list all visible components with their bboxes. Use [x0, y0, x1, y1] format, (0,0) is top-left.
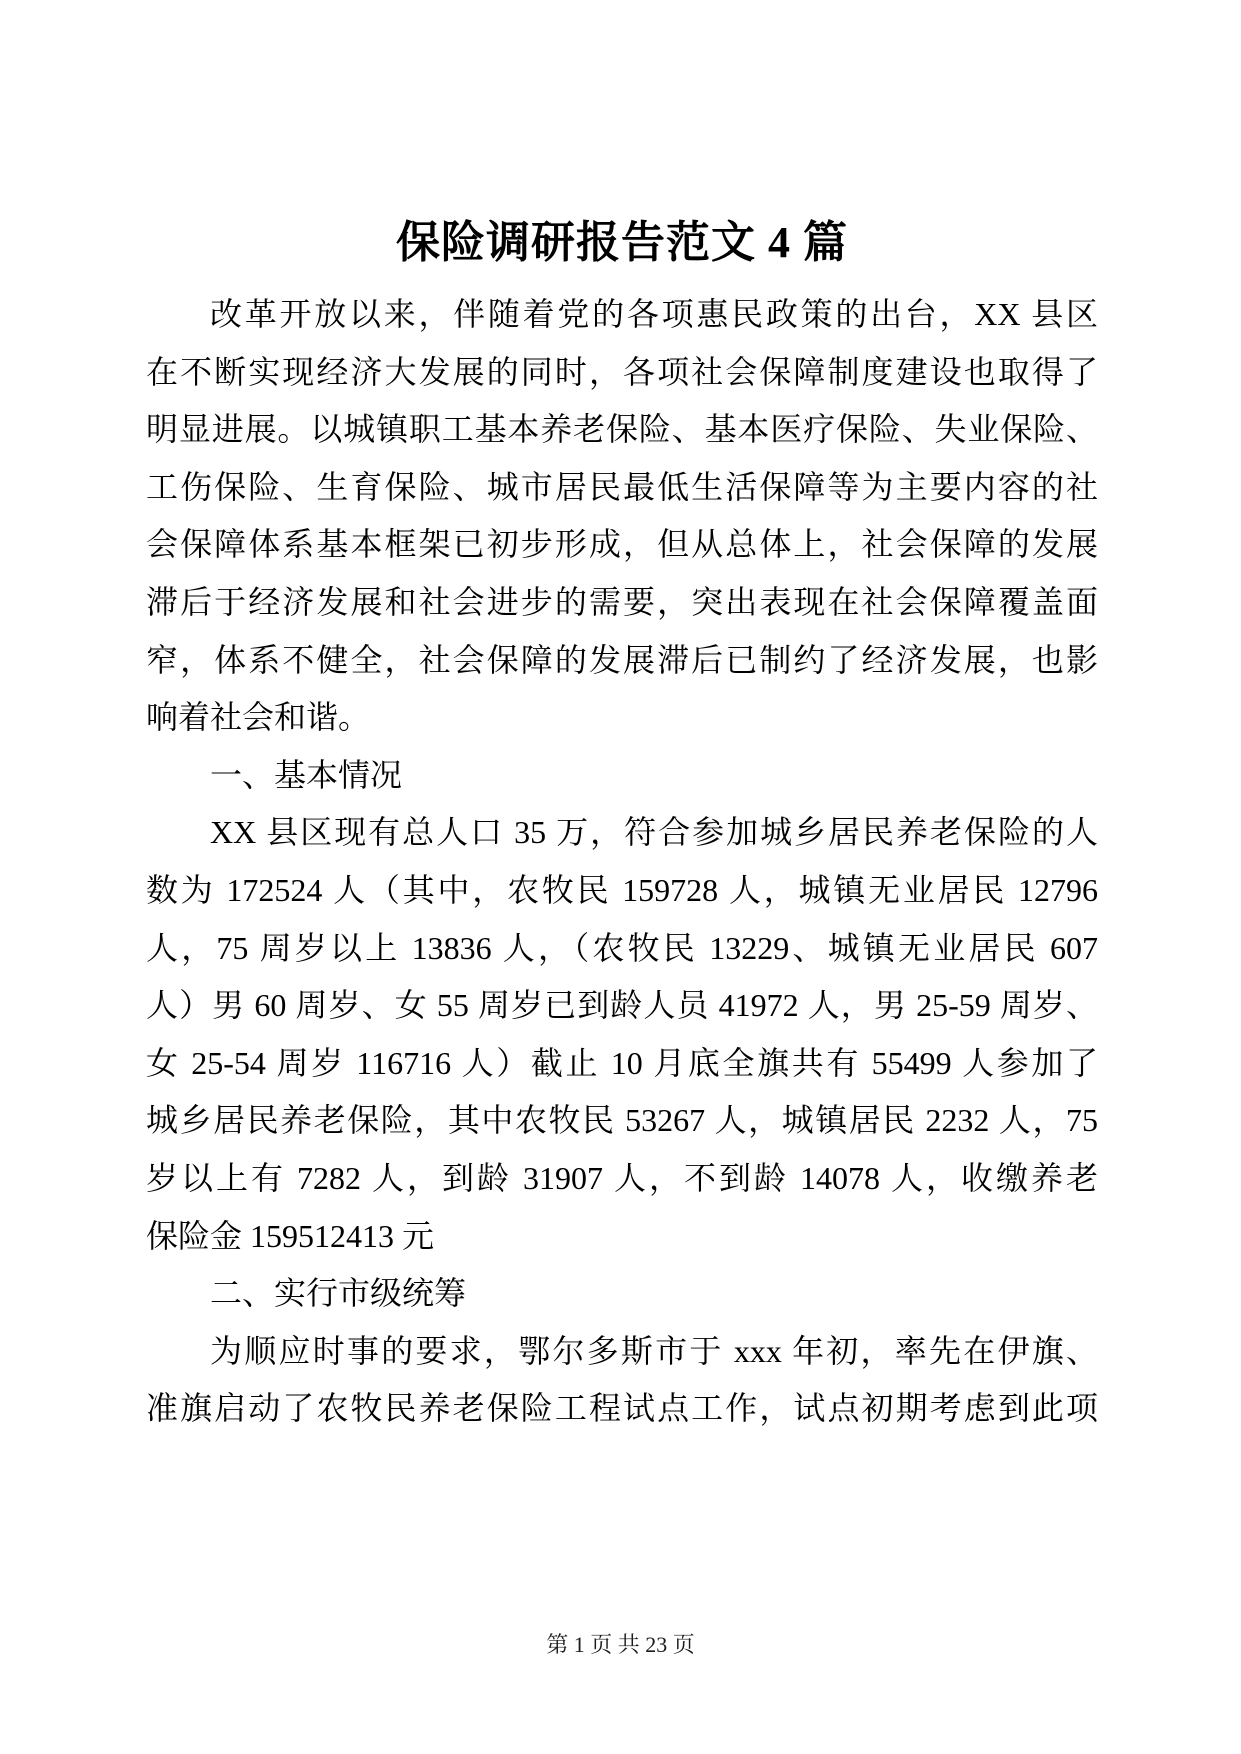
paragraph-line: 响着社会和谐。	[146, 699, 371, 736]
paragraph-line: 为顺应时事的要求，鄂尔多斯市于 xxx 年初，率先在伊旗、	[210, 1332, 1098, 1369]
paragraph-line: 数为 172524 人（其中，农牧民 159728 人，城镇无业居民 12796	[146, 871, 1098, 908]
paragraph-line: 女 25-54 周岁 116716 人）截止 10 月底全旗共有 55499 人参加了	[146, 1044, 1098, 1081]
paragraph-line: 保险金 159512413 元	[146, 1217, 435, 1254]
paragraph-line: 岁以上有 7282 人，到龄 31907 人，不到龄 14078 人，收缴养老	[146, 1159, 1098, 1196]
page-number-text: 第 1 页 共 23 页	[546, 1632, 695, 1657]
paragraph-line: 会保障体系基本框架已初步形成，但从总体上，社会保障的发展	[146, 526, 1098, 563]
paragraph-line: 工伤保险、生育保险、城市居民最低生活保障等为主要内容的社	[146, 468, 1098, 505]
paragraph-line: 城乡居民养老保险，其中农牧民 53267 人，城镇居民 2232 人，75	[146, 1102, 1098, 1139]
paragraph-line: 准旗启动了农牧民养老保险工程试点工作，试点初期考虑到此项	[146, 1390, 1098, 1427]
paragraph-line: 在不断实现经济大发展的同时，各项社会保障制度建设也取得了	[146, 353, 1098, 390]
paragraph-line: 滞后于经济发展和社会进步的需要，突出表现在社会保障覆盖面	[146, 583, 1098, 620]
paragraph-line: 明显进展。以城镇职工基本养老保险、基本医疗保险、失业保险、	[146, 411, 1098, 448]
section-heading: 二、实行市级统筹	[210, 1275, 467, 1312]
paragraph-line: 改革开放以来，伴随着党的各项惠民政策的出台，XX 县区	[210, 296, 1098, 332]
paragraph-line: 人，75 周岁以上 13836 人，（农牧民 13229、城镇无业居民 607	[146, 929, 1098, 966]
page-content	[146, 0, 1098, 1438]
page-footer	[0, 1630, 1241, 1660]
document-title: 保险调研报告范文 4 篇	[396, 218, 848, 267]
document-body	[146, 286, 1098, 1438]
paragraph-line: 人）男 60 周岁、女 55 周岁已到龄人员 41972 人，男 25-59 周岁、	[146, 987, 1098, 1024]
paragraph-line: 窄，体系不健全，社会保障的发展滞后已制约了经济发展，也影	[146, 641, 1098, 678]
paragraph-line: XX 县区现有总人口 35 万，符合参加城乡居民养老保险的人	[210, 814, 1098, 851]
section-heading: 一、基本情况	[210, 756, 403, 793]
